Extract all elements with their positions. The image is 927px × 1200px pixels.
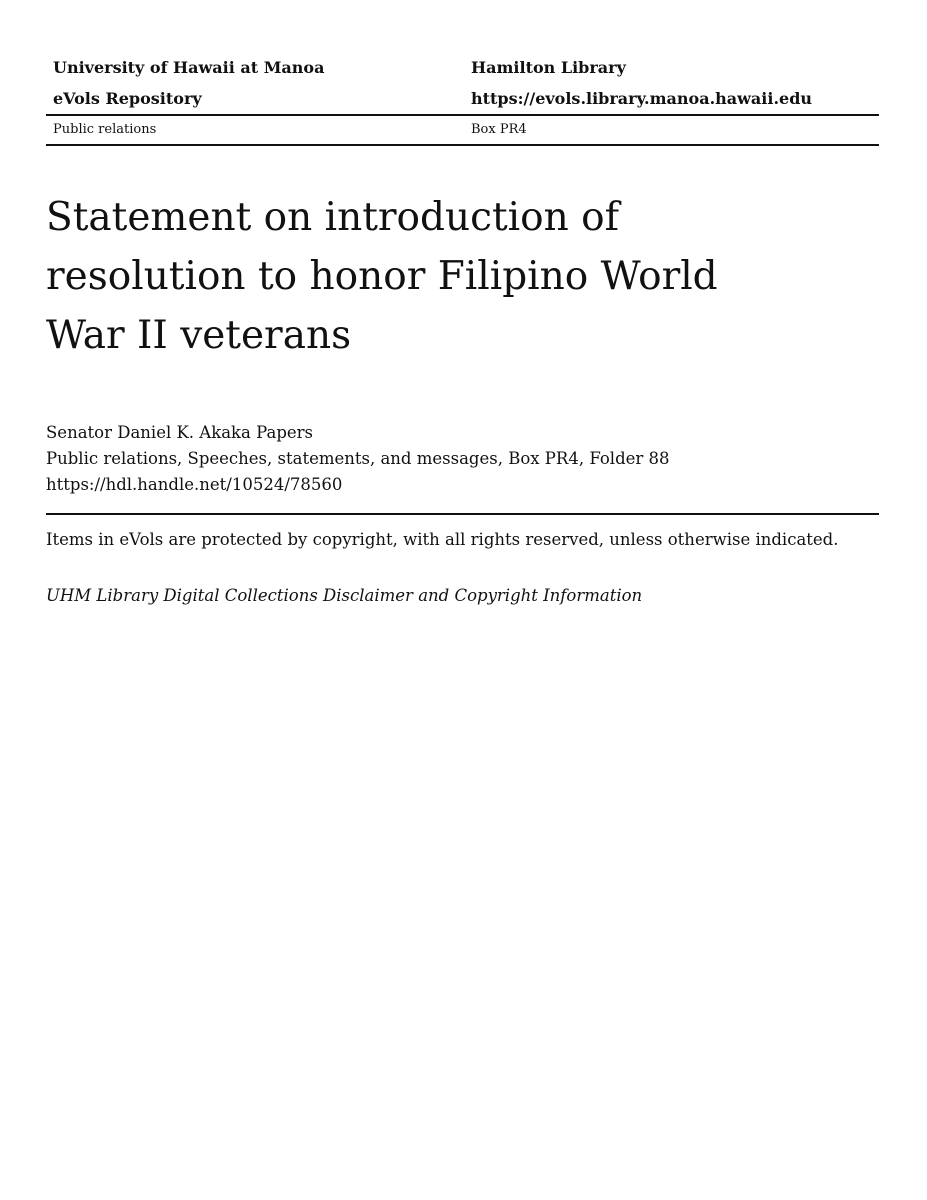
cover-header — [46, 52, 879, 146]
rights-statement: Items in eVols are protected by copyright, with all rights reserved, unless otherwise indicated. — [46, 530, 839, 549]
metadata-divider — [46, 513, 879, 515]
repository-url-link[interactable]: https://evols.library.manoa.hawaii.edu — [471, 89, 813, 108]
library-name: Hamilton Library — [471, 58, 626, 77]
institution-name: University of Hawaii at Manoa — [53, 58, 325, 77]
header-row-1 — [46, 52, 879, 83]
collection-name: Senator Daniel K. Akaka Papers — [46, 423, 314, 442]
repository-name: eVols Repository — [53, 89, 202, 108]
handle-link[interactable]: https://hdl.handle.net/10524/78560 — [46, 475, 343, 494]
header-row-2 — [46, 83, 879, 114]
document-title: Statement on introduction of resolution to honor Filipino World War II veterans — [46, 195, 718, 358]
box-label: Box PR4 — [471, 122, 527, 137]
disclaimer-link[interactable]: UHM Library Digital Collections Disclaimer and Copyright Information — [46, 586, 643, 605]
document-metadata — [46, 420, 879, 498]
header-divider-bottom — [46, 144, 879, 146]
collection-series: Public relations — [53, 122, 157, 137]
folder-location: Public relations, Speeches, statements, and messages, Box PR4, Folder 88 — [46, 449, 670, 468]
header-row-3 — [46, 116, 879, 144]
